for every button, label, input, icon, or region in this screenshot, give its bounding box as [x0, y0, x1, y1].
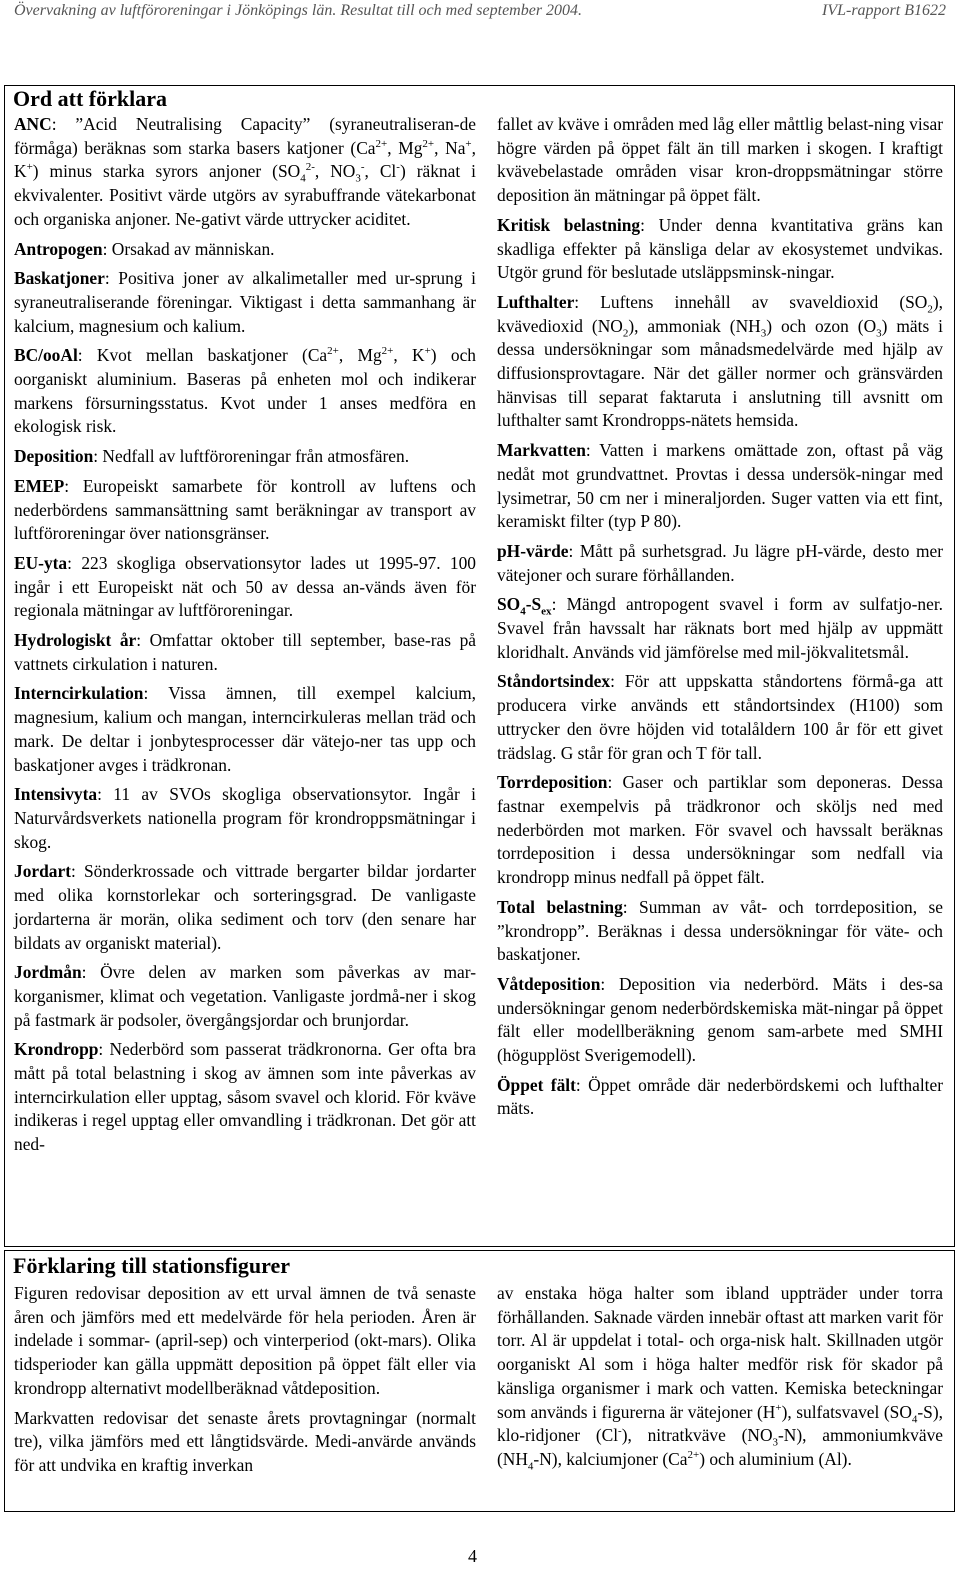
glossary-column-left [14, 113, 476, 1163]
def-text: : För att uppskatta ståndortens förmå-ga att producera virke används ett ståndortsindex (H100) som uttrycker den övre höjden vid totalåldern 100 år för ett givet trädslag. G står för gran och T för tall. [497, 671, 943, 763]
superscript: + [775, 1401, 782, 1414]
def-text: ) minus starka syrors anjoner (SO [32, 161, 301, 182]
def-text: : Deposition via nederbörd. Mäts i des-sa undersökningar genom nederbördskemiska mät-ningar på öppet fält eller modellberäkning genom sam-arbete med SMHI (högupplöst Sverigemodell). [497, 973, 943, 1066]
term-part: -S [525, 594, 542, 615]
def-text: ) och ozon (O [766, 315, 877, 336]
def-text: ), kvävedioxid (NO [497, 291, 943, 336]
def-text: ) och oorganiskt aluminium. Baseras på enheten mol och indikerar markens försurningsstatus. Kvot under 1 anses medföra en ekologisk risk. [14, 345, 476, 437]
glossary-entry-so4-sex [497, 593, 943, 664]
glossary-entry-ph-varde [497, 540, 943, 587]
def-text: : Nederbörd som passerat trädkronorna. Ger ofta bra mått på total belastning i skog av ämnen som inte påverkas av interncirkulation eller upptag, såsom svavel och klorid. För kväve indikeras i regel upptag eller omvandling i trädkronan. Det gör att ned- [14, 1039, 476, 1155]
glossary-entry-standortsindex [497, 670, 943, 765]
def-text: , K [393, 345, 425, 366]
term-baskatjoner: Baskatjoner [14, 268, 105, 289]
def-text: : Vissa ämnen, till exempel kalcium, magnesium, kalium och mangan, interncirkuleras mellan träd och mark. De deltar i jonbytesprocesser där vätejo-ner tas upp och baskatjoner avges i trädkronan. [14, 683, 476, 775]
header-report-id: IVL-rapport B1622 [822, 2, 946, 19]
def-text: : Europeiskt samarbete för kontroll av luftens och nederbördens sammansättning samt beräkningar av transport av luftföroreningar över nationsgränser. [14, 475, 476, 544]
page-header [14, 2, 946, 24]
glossary-entry-krondropp [14, 1038, 476, 1157]
glossary-entry-markvatten [497, 439, 943, 534]
term-standortsindex: Ståndortsindex [497, 671, 611, 692]
subscript: 2 [622, 327, 629, 340]
paragraph [497, 1282, 943, 1472]
def-text: : ”Acid Neutralising Capacity” (syraneutraliseran-de förmåga) beräknas som starka basers katjoner (Ca [14, 114, 476, 158]
station-figures-column-right [497, 1282, 943, 1478]
term-bc-ooal: BC/ooAl [14, 345, 78, 366]
def-text: : 223 skogliga observationsytor lades ut 1995-97. 100 ingår i ett Europeiskt nät och 50 av dessa an-vänds även för regionala mätningar av luftföroreningar. [14, 552, 476, 621]
term-ph-varde: pH-värde [497, 540, 569, 561]
superscript: + [424, 345, 431, 358]
glossary-entry-kritisk-belastning [497, 214, 943, 285]
glossary-entry-oppet-falt [497, 1074, 943, 1121]
header-report-title: Övervakning av luftföroreningar i Jönköpings län. Resultat till och med september 2004. [14, 2, 583, 19]
glossary-entry-antropogen [14, 238, 476, 262]
glossary-entry-total-belastning [497, 896, 943, 967]
def-text: , Na [434, 137, 466, 158]
subscript: 3 [760, 327, 767, 340]
def-text: , Mg [387, 137, 423, 158]
text: ), sulfatsvavel (SO [781, 1401, 912, 1422]
term-anc: ANC [14, 114, 52, 134]
def-text: : Sönderkrossade och vittrade bergarter bildar jordarter med olika kornstorlekar och sorteringsgrad. De vanligaste jordarterna är morän, olika sediment och torv (den senare har bildats av organiskt material). [14, 861, 476, 953]
superscript: + [465, 137, 472, 150]
paragraph: Figuren redovisar deposition av ett urval ämnen de två senaste åren och jämförs med ett medelvärde för hela perioden. Åren är indelade i sommar- (april-sep) och vinterperiod (okt-mars). Olika tidsperioder kan gälla uppmätt deposition på öppet fält eller via krondropp alternativt modellberäknad våtdeposition. [14, 1283, 476, 1398]
def-text: : Nedfall av luftföroreningar från atmosfären. [93, 446, 410, 467]
glossary-entry-lufthalter [497, 291, 943, 433]
def-text: : Omfattar oktober till september, base-ras på vattnets cirkulation i naturen. [14, 630, 476, 674]
subscript: 4 [300, 172, 306, 185]
term-eu-yta: EU-yta [14, 552, 68, 573]
text: -S), klo-ridjoner (Cl [497, 1401, 943, 1446]
text: av enstaka höga halter som ibland uppträder under torra förhållanden. Saknade värden innebär oftast att marken varit för torr. Al är uppdelat i total- och orga-nisk halt. Skillnaden utgör oorganiskt Al som i höga halter medför risk för skador på känsliga organismer i mark och vatten. Kemiska beteckningar som används i figurerna är vätejoner (H [497, 1283, 943, 1422]
term-antropogen: Antropogen [14, 238, 103, 259]
paragraph: Markvatten redovisar det senaste årets provtagningar (normalt tre), vilka jämförs med ett långtidsvärde. Medi-anvärde används för att undvika en kraftig inverkan [14, 1407, 476, 1475]
glossary-entry-emep [14, 475, 476, 546]
glossary-entry-interncirkulation [14, 682, 476, 777]
def-text: ) mäts i dessa undersökningar som månadsmedelvärde med hjälp av diffusionsprovtagare. När det gäller normer och gränsvärden hänvisas till separat faktaruta i anslutning till avsnitt om lufthalter samt Krondropps-nätets hemsida. [497, 315, 944, 431]
subscript: 3 [355, 172, 361, 185]
def-text: : Övre delen av marken som påverkas av mar-korganismer, klimat och vegetation. Vanligaste jordmå-ner i skog på fastmark är podsoler, övergångsjordar och brunjordar. [14, 962, 476, 1030]
def-text: : 11 av SVOs skogliga observationsytor. Ingår i Naturvårdsverkets nationella program för krondroppsmätningar i skog. [14, 784, 476, 852]
term-jordman: Jordmån [14, 962, 82, 983]
glossary-entry-eu-yta [14, 552, 476, 623]
term-torrdeposition: Torrdeposition [497, 772, 608, 793]
def-text: ), ammoniak (NH [628, 315, 761, 336]
subscript: ex [541, 605, 552, 618]
glossary-entry-torrdeposition [497, 771, 943, 890]
term-lufthalter: Lufthalter [497, 291, 575, 312]
term-emep: EMEP [14, 475, 65, 496]
glossary-entry-baskatjoner [14, 267, 476, 338]
def-text: , Mg [338, 345, 382, 366]
glossary-entry-deposition [14, 445, 476, 469]
def-text: : Orsakad av människan. [102, 238, 275, 259]
def-text: : Vatten i markens omättade zon, oftast på väg nedåt mot grundvattnet. Provtas i dessa undersök-ningar med lysimetrar, 50 cm ner i mineraljorden. Suger vatten via ett fint, keramiskt filter (typ P 80). [497, 440, 943, 532]
term-kritisk-belastning: Kritisk belastning [497, 214, 641, 235]
text: -N), kalciumjoner (Ca [533, 1448, 688, 1469]
term-total-belastning: Total belastning [497, 896, 623, 917]
def-text: : Under denna kvantitativa gräns kan skadliga effekter på känsliga delar av ekosystemet undvikas. Utgör grund för beslutade utsläppsminsk-ningar. [497, 214, 943, 283]
superscript: 2+ [375, 137, 388, 150]
term-intensivyta: Intensivyta [14, 784, 98, 805]
glossary-entry-krondropp-cont: fallet av kväve i områden med låg eller måttlig belast-ning visar högre värden på öppet fält än till marken i skogen. I kraftigt kvävebelastade områden visar kron-droppsmätningar större deposition än mätningar på öppet fält. [497, 114, 943, 206]
def-text: : Summan av våt- och torrdeposition, se ”krondropp”. Beräknas i dessa undersökningar för väte- och baskatjoner. [497, 896, 943, 965]
term-hydrologiskt-ar: Hydrologiskt år [14, 630, 137, 651]
superscript: 2- [305, 161, 315, 174]
def-text: : Kvot mellan baskatjoner (Ca [77, 345, 328, 366]
superscript: 2+ [327, 345, 339, 358]
term-oppet-falt: Öppet fält [497, 1074, 576, 1095]
def-text: , Cl [364, 161, 397, 182]
glossary-entry-vatdeposition [497, 973, 943, 1068]
glossary-entry-anc [14, 113, 476, 232]
term-vatdeposition: Våtdeposition [497, 973, 601, 994]
superscript: 2+ [687, 1449, 700, 1462]
subscript: 3 [772, 1436, 779, 1449]
page-number: 4 [468, 1546, 477, 1566]
def-text: : Gaser och partiklar som deponeras. Dessa fastnar exempelvis på trädkronor och sköljs ned med nederbörden mot marken. För svavel och havssalt beräknas torrdeposition i dessa undersökningar som nedfall via krondropp minus nedfall på öppet fält. [497, 772, 943, 888]
station-figures-column-left [14, 1282, 476, 1484]
def-text: , NO [314, 161, 356, 182]
term-krondropp: Krondropp [14, 1039, 99, 1060]
term-interncirkulation: Interncirkulation [14, 683, 144, 704]
def-text: : Öppet område där nederbördskemi och lufthalter mäts. [497, 1074, 944, 1119]
term-markvatten: Markvatten [497, 440, 586, 461]
text: ) och aluminium (Al). [699, 1448, 852, 1469]
term-jordart: Jordart [14, 861, 71, 882]
superscript: + [26, 161, 33, 174]
def-text: : Positiva joner av alkalimetaller med ur-sprung i syraneutraliserande föreningar. Viktigast i detta sammanhang är kalcium, magnesium och kalium. [14, 268, 476, 336]
subscript: 4 [520, 605, 526, 618]
glossary-column-right [497, 113, 943, 1127]
text: -N), ammoniumkväve (NH [497, 1425, 944, 1469]
superscript: 2+ [381, 345, 394, 358]
subscript: 4 [911, 1412, 918, 1425]
glossary-entry-hydrologiskt-ar [14, 629, 476, 676]
text: ), nitratkväve (NO [621, 1425, 773, 1446]
def-text: ) räknat i ekvivalenter. Positivt värde utgörs av syrabuffrande vätekarbonat och organiska anjoner. Ne-gativt värde uttrycker aciditet. [14, 161, 476, 229]
def-text: : Luftens innehåll av svaveldioxid (SO [574, 291, 928, 312]
term-part: SO [497, 594, 521, 615]
term-deposition: Deposition [14, 446, 94, 467]
subscript: 2 [927, 303, 933, 316]
def-text: : Mått på surhetsgrad. Ju lägre pH-värde, desto mer vätejoner och surare förhållanden. [497, 540, 943, 585]
subscript: 4 [527, 1460, 534, 1473]
superscript: - [396, 161, 400, 174]
def-text: : Mängd antropogent svavel i form av sulfatjo-ner. Svavel från havssalt har räknats bort med hjälp av uppmätt kloridhalt. Används vid jämförelse med mil-jökvalitetsmål. [497, 594, 943, 662]
def-text: , K [14, 137, 476, 182]
term-so4-sex [497, 594, 552, 618]
glossary-title: Ord att förklara [13, 86, 167, 111]
glossary-entry-jordman [14, 961, 476, 1032]
glossary-entry-intensivyta [14, 783, 476, 854]
station-figures-title: Förklaring till stationsfigurer [13, 1253, 291, 1278]
superscript: - [618, 1425, 622, 1438]
glossary-entry-bc-ooal [14, 344, 476, 439]
glossary-entry-jordart [14, 860, 476, 955]
subscript: 3 [876, 327, 882, 340]
superscript: - [360, 161, 365, 174]
superscript: 2+ [422, 137, 435, 150]
